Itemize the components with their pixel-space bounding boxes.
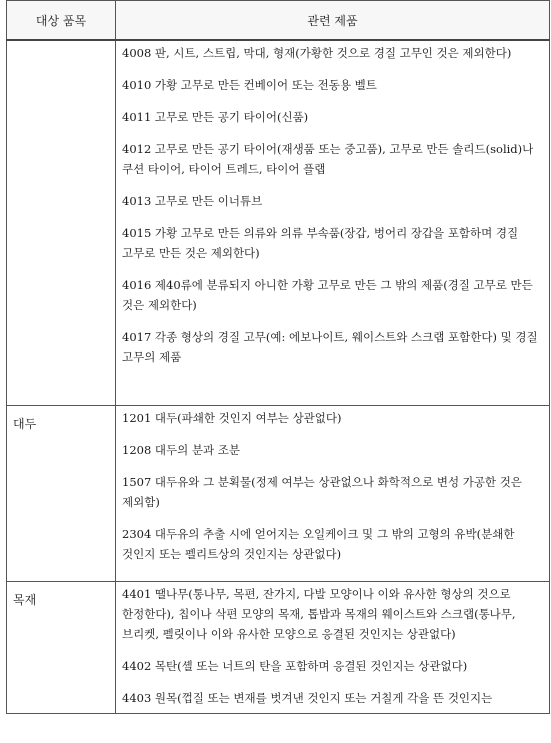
products-cell — [116, 405, 550, 581]
product-entry: 4013 고무로 만든 이너튜브 — [122, 194, 263, 208]
product-entry: 1201 대두(파쇄한 것인지 여부는 상관없다) — [122, 410, 342, 425]
category-cell: 목재 — [7, 581, 116, 713]
product-entry: 4010 가황 고무로 만든 컨베이어 또는 전동용 벨트 — [122, 78, 377, 92]
header-related-products: 관련 제품 — [116, 1, 550, 41]
regulation-table — [6, 0, 550, 714]
category-cell — [7, 40, 116, 405]
header-target-item: 대상 품목 — [7, 1, 116, 41]
header-row — [7, 1, 550, 41]
product-entry: 4015 가황 고무로 만든 의류와 의류 부속품(장갑, 벙어리 장갑을 포함하며 경질 고무로 만든 것은 제외한다) — [122, 226, 519, 260]
table-row — [7, 405, 550, 581]
product-entry: 1208 대두의 분과 조분 — [122, 442, 240, 457]
product-entry: 4017 각종 형상의 경질 고무(예: 에보나이트, 웨이스트와 스크랩 포함한다) 및 경질 고무의 제품 — [122, 330, 538, 364]
table-row — [7, 581, 550, 713]
product-entry: 4011 고무로 만든 공기 타이어(신품) — [122, 110, 309, 124]
product-entry: 4402 목탄(셸 또는 너트의 탄을 포함하며 응결된 것인지는 상관없다) — [122, 658, 468, 673]
product-entry: 4401 땔나무(통나무, 목편, 잔가지, 다발 모양이나 이와 유사한 형상의 것으로 한정한다), 칩이나 삭편 모양의 목재, 톱밥과 목재의 웨이스트와 스크랩(통나무, 브리켓, 펠릿이나 이와 유사한 모양으로 응결된 것인지는 상관없다) — [122, 586, 516, 641]
products-cell — [116, 581, 550, 713]
product-entry: 4008 판, 시트, 스트립, 막대, 형재(가황한 것으로 경질 고무인 것은 제외한다) — [122, 46, 512, 60]
table-row — [7, 40, 550, 405]
product-entry: 2304 대두유의 추출 시에 얻어지는 오일케이크 및 그 밖의 고형의 유박(분쇄한 것인지 또는 펠리트상의 것인지는 상관없다) — [122, 526, 515, 561]
product-entry: 4016 제40류에 분류되지 아니한 가황 고무로 만든 그 밖의 제품(경질 고무로 만든 것은 제외한다) — [122, 278, 533, 312]
product-entry: 1507 대두유와 그 분획물(정제 여부는 상관없으나 화학적으로 변성 가공한 것은 제외함) — [122, 474, 522, 509]
product-entry: 4012 고무로 만든 공기 타이어(재생품 또는 중고품), 고무로 만든 솔리드(solid)나 쿠션 타이어, 타이어 트레드, 타이어 플랩 — [122, 142, 534, 176]
products-cell — [116, 40, 550, 405]
category-cell: 대두 — [7, 405, 116, 581]
product-entry: 4403 원목(껍질 또는 변재를 벗겨낸 것인지 또는 거칠게 각을 뜬 것인지는 — [122, 690, 493, 705]
